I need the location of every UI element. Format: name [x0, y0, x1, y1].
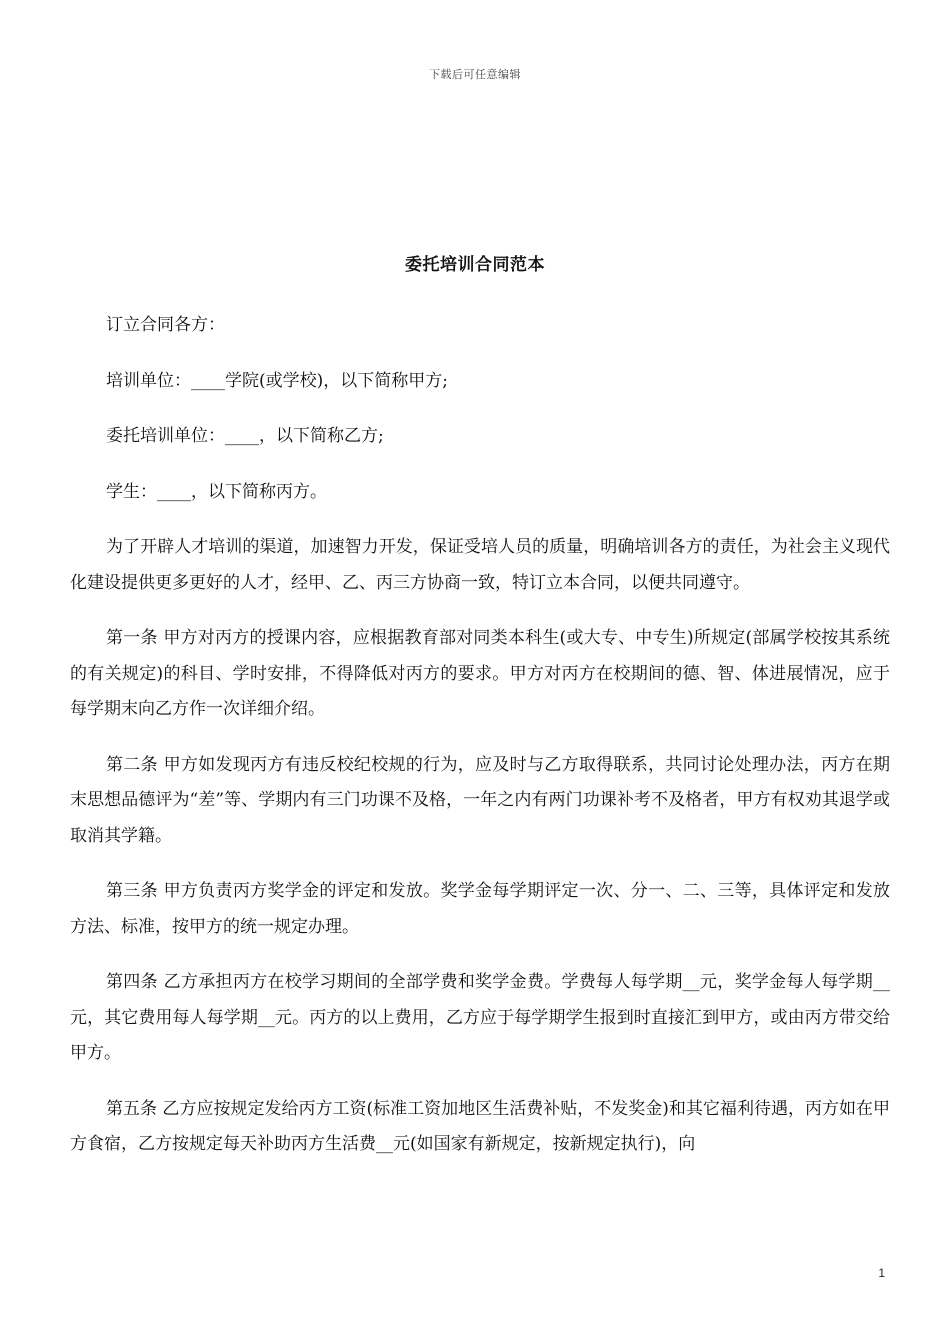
paragraph-article-5: 第五条 乙方应按规定发给丙方工资(标准工资加地区生活费补贴，不发奖金)和其它福利待遇，丙方如在甲方食宿，乙方按规定每天补助丙方生活费__元(如国家有新规定，按新规定执行)，向: [70, 1098, 890, 1154]
paragraph-party-c: 学生：____，以下简称丙方。: [106, 481, 327, 502]
paragraph-article-4: 第四条 乙方承担丙方在校学习期间的全部学费和奖学金费。学费每人每学期__元，奖学金每人每学期__元，其它费用每人每学期__元。丙方的以上费用，乙方应于每学期学生报到时直接汇到甲方，或由丙方带交给甲方。: [70, 972, 890, 1063]
paragraph-parties-intro: 订立合同各方：: [106, 315, 225, 335]
page-number: 1: [878, 1266, 885, 1280]
paragraph-article-3: 第三条 甲方负责丙方奖学金的评定和发放。奖学金每学期评定一次、分一、二、三等，具体评定和发放方法、标准，按甲方的统一规定办理。: [70, 881, 890, 937]
header-note: 下载后可任意编辑: [429, 68, 521, 81]
document-title: 委托培训合同范本: [405, 255, 545, 275]
paragraph-article-1: 第一条 甲方对丙方的授课内容，应根据教育部对同类本科生(或大专、中专生)所规定(部属学校按其系统的有关规定)的科目、学时安排，不得降低对丙方的要求。甲方对丙方在校期间的德、智、体进展情况，应于每学期末向乙方作一次详细介绍。: [70, 628, 890, 719]
paragraph-party-b: 委托培训单位：____，以下简称乙方;: [106, 426, 384, 446]
document-body: [70, 308, 890, 1183]
paragraph-party-a: 培训单位：____学院(或学校)，以下简称甲方;: [106, 370, 448, 391]
paragraph-article-2: 第二条 甲方如发现丙方有违反校纪校规的行为，应及时与乙方取得联系，共同讨论处理办法，丙方在期末思想品德评为“差”等、学期内有三门功课不及格，一年之内有两门功课补考不及格者，甲方有权劝其退学或取消其学籍。: [70, 754, 890, 846]
paragraph-preamble: 为了开辟人才培训的渠道，加速智力开发，保证受培人员的质量，明确培训各方的责任，为社会主义现代化建设提供更多更好的人才，经甲、乙、丙三方协商一致，特订立本合同，以便共同遵守。: [70, 537, 890, 593]
